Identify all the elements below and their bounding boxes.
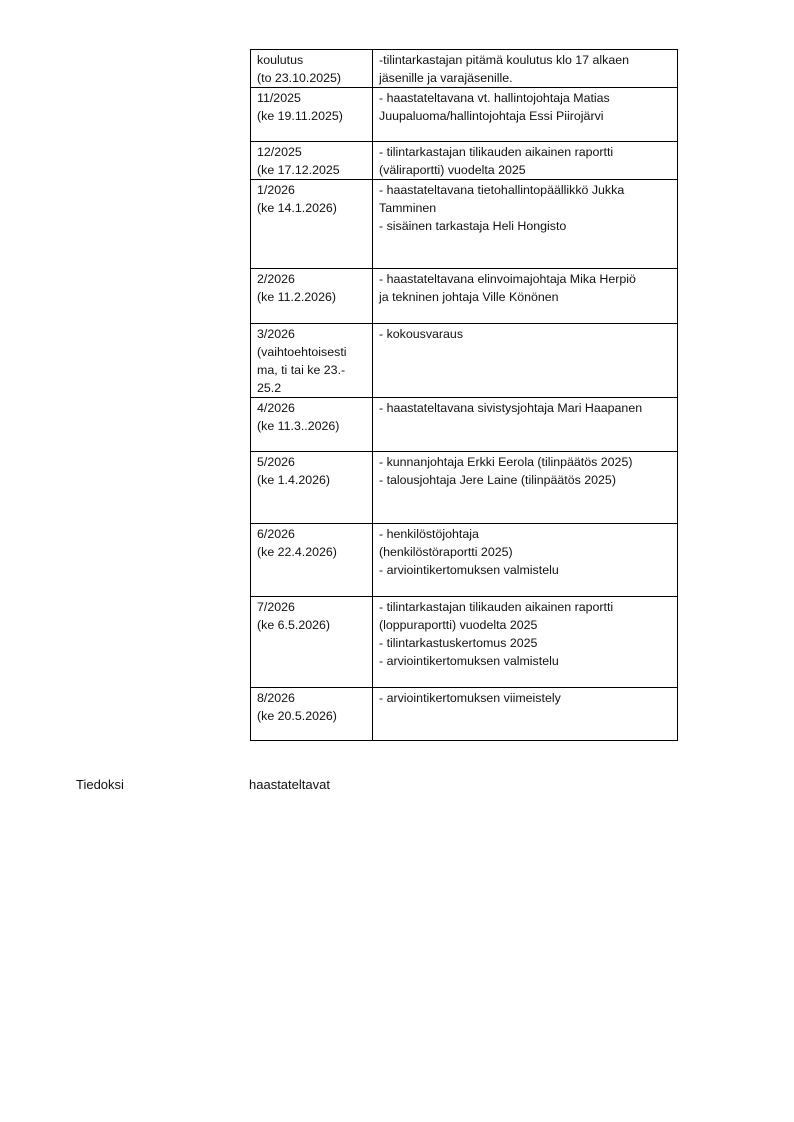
meeting-date-line: koulutus (257, 53, 304, 67)
meeting-date-line: (ke 1.4.2026) (257, 473, 331, 487)
schedule-row (251, 324, 678, 398)
meeting-date-line: 12/2025 (257, 145, 302, 159)
meeting-topic-line: ja tekninen johtaja Ville Könönen (379, 290, 559, 304)
meeting-date-line: 25.2 (257, 381, 282, 395)
schedule-row (251, 688, 678, 741)
meeting-topic-line: - arviointikertomuksen valmistelu (379, 563, 559, 577)
meeting-date-line: 8/2026 (257, 691, 295, 705)
meeting-topic-cell (373, 688, 678, 741)
meeting-date-line: (ke 20.5.2026) (257, 709, 337, 723)
meeting-date-line: (ke 19.11.2025) (257, 109, 343, 123)
meeting-topic-line: - kunnanjohtaja Erkki Eerola (tilinpäätös 2025) (379, 455, 633, 469)
schedule-row (251, 180, 678, 269)
schedule-row (251, 524, 678, 597)
meeting-date-cell (251, 88, 373, 142)
meeting-date-line: 2/2026 (257, 272, 295, 286)
meeting-topic-line: (loppuraportti) vuodelta 2025 (379, 618, 538, 632)
meeting-date-cell (251, 324, 373, 398)
meeting-topic-line: Tamminen (379, 201, 437, 215)
meeting-date-line: (ke 14.1.2026) (257, 201, 337, 215)
meeting-date-cell (251, 452, 373, 524)
meeting-date-line: (vaihtoehtoisesti (257, 345, 347, 359)
meeting-date-line: (to 23.10.2025) (257, 71, 342, 85)
schedule-row (251, 597, 678, 688)
meeting-topic-cell (373, 50, 678, 88)
meeting-topic-cell (373, 142, 678, 180)
meeting-topic-line: - haastateltavana tietohallintopäällikkö Jukka (379, 183, 625, 197)
meeting-topic-line: (väliraportti) vuodelta 2025 (379, 163, 526, 177)
meeting-date-line: (ke 6.5.2026) (257, 618, 331, 632)
meeting-topic-cell (373, 597, 678, 688)
schedule-row (251, 269, 678, 324)
meeting-date-cell (251, 142, 373, 180)
schedule-row (251, 50, 678, 88)
meeting-topic-line: (henkilöstöraportti 2025) (379, 545, 513, 559)
meeting-date-cell (251, 398, 373, 452)
meeting-date-line: (ke 11.3..2026) (257, 419, 340, 433)
meeting-topic-line: - tilintarkastajan tilikauden aikainen raportti (379, 600, 614, 614)
meeting-topic-cell (373, 269, 678, 324)
meeting-topic-cell (373, 398, 678, 452)
meeting-topic-line: - kokousvaraus (379, 327, 464, 341)
meeting-date-line: (ke 22.4.2026) (257, 545, 337, 559)
tiedoksi-value: haastateltavat (249, 777, 330, 792)
meeting-topic-cell (373, 452, 678, 524)
meeting-schedule-table (250, 49, 678, 741)
meeting-date-line: 1/2026 (257, 183, 295, 197)
meeting-date-cell (251, 50, 373, 88)
meeting-topic-line: -tilintarkastajan pitämä koulutus klo 17 alkaen (379, 53, 630, 67)
tiedoksi-label: Tiedoksi (76, 777, 124, 792)
meeting-date-line: 4/2026 (257, 401, 295, 415)
meeting-date-cell (251, 180, 373, 269)
meeting-date-line: ma, ti tai ke 23.- (257, 363, 346, 377)
meeting-topic-cell (373, 180, 678, 269)
meeting-date-line: 11/2025 (257, 91, 301, 105)
meeting-date-cell (251, 524, 373, 597)
meeting-topic-line: - haastateltavana elinvoimajohtaja Mika Herpiö (379, 272, 636, 286)
meeting-topic-line: - henkilöstöjohtaja (379, 527, 479, 541)
meeting-topic-line: - tilintarkastuskertomus 2025 (379, 636, 538, 650)
meeting-date-line: 3/2026 (257, 327, 295, 341)
meeting-topic-line: - arviointikertomuksen valmistelu (379, 654, 559, 668)
meeting-date-cell (251, 597, 373, 688)
meeting-topic-line: - sisäinen tarkastaja Heli Hongisto (379, 219, 567, 233)
meeting-topic-line: - arviointikertomuksen viimeistely (379, 691, 561, 705)
meeting-date-line: (ke 17.12.2025 (257, 163, 340, 177)
schedule-row (251, 88, 678, 142)
meeting-topic-line: - talousjohtaja Jere Laine (tilinpäätös 2025) (379, 473, 616, 487)
meeting-date-cell (251, 269, 373, 324)
meeting-topic-line: - tilintarkastajan tilikauden aikainen raportti (379, 145, 614, 159)
meeting-date-line: (ke 11.2.2026) (257, 290, 336, 304)
meeting-topic-cell (373, 324, 678, 398)
schedule-row (251, 398, 678, 452)
meeting-date-line: 5/2026 (257, 455, 295, 469)
meeting-topic-line: jäsenille ja varajäsenille. (379, 71, 513, 85)
meeting-topic-cell (373, 88, 678, 142)
meeting-date-line: 6/2026 (257, 527, 295, 541)
meeting-topic-cell (373, 524, 678, 597)
schedule-row (251, 452, 678, 524)
meeting-topic-line: Juupaluoma/hallintojohtaja Essi Piirojärvi (379, 109, 604, 123)
meeting-topic-line: - haastateltavana vt. hallintojohtaja Matias (379, 91, 610, 105)
meeting-date-cell (251, 688, 373, 741)
meeting-date-line: 7/2026 (257, 600, 295, 614)
meeting-topic-line: - haastateltavana sivistysjohtaja Mari Haapanen (379, 401, 643, 415)
schedule-row (251, 142, 678, 180)
